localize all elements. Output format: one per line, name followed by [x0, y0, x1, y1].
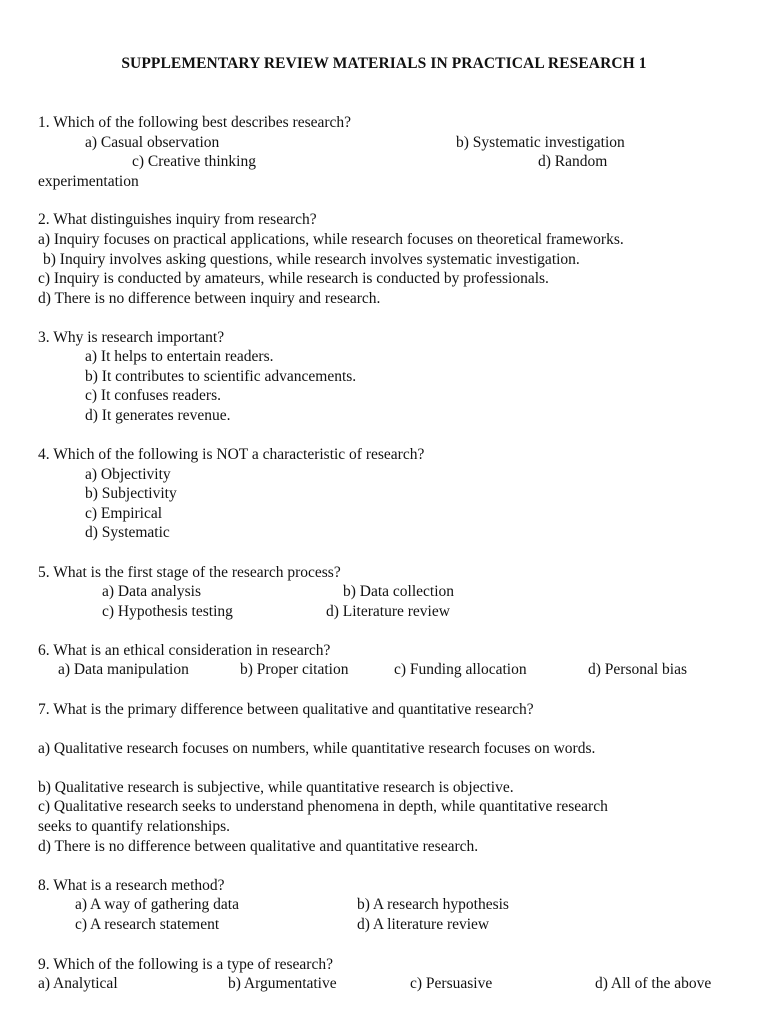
question-1-option-d-continued: experimentation — [38, 173, 139, 190]
question-1-prompt: 1. Which of the following best describes research? — [38, 114, 352, 131]
question-3-option-d: d) It generates revenue. — [85, 407, 231, 424]
question-5-option-c: c) Hypothesis testing — [102, 603, 233, 620]
question-8-option-c: c) A research statement — [75, 916, 220, 933]
question-1-option-b: b) Systematic investigation — [456, 134, 625, 151]
question-6-option-a: a) Data manipulation — [58, 661, 189, 678]
question-7-prompt: 7. What is the primary difference between qualitative and quantitative research? — [38, 701, 534, 718]
question-3-prompt: 3. Why is research important? — [38, 329, 225, 346]
page-title: SUPPLEMENTARY REVIEW MATERIALS IN PRACTICAL RESEARCH 1 — [121, 55, 647, 72]
question-5-option-a: a) Data analysis — [102, 583, 201, 600]
question-4-option-b: b) Subjectivity — [85, 485, 177, 502]
question-3-option-b: b) It contributes to scientific advancements. — [85, 368, 357, 385]
question-7-option-c: c) Qualitative research seeks to understand phenomena in depth, while quantitative research — [38, 798, 608, 815]
question-7-option-d: d) There is no difference between qualitative and quantitative research. — [38, 838, 479, 855]
question-6-prompt: 6. What is an ethical consideration in research? — [38, 642, 331, 659]
question-6-option-d: d) Personal bias — [588, 661, 688, 678]
question-8-prompt: 8. What is a research method? — [38, 877, 225, 894]
question-9-option-d: d) All of the above — [595, 975, 712, 992]
question-5-prompt: 5. What is the first stage of the research process? — [38, 564, 341, 581]
question-9-option-b: b) Argumentative — [228, 975, 337, 992]
question-5-option-b: b) Data collection — [343, 583, 455, 600]
question-4-option-d: d) Systematic — [85, 524, 170, 541]
question-6-option-c: c) Funding allocation — [394, 661, 527, 678]
question-2-prompt: 2. What distinguishes inquiry from research? — [38, 211, 317, 228]
question-1-option-d: d) Random — [538, 153, 608, 170]
question-9-option-a: a) Analytical — [38, 975, 118, 992]
question-2-option-d: d) There is no difference between inquiry and research. — [38, 290, 381, 307]
question-4-prompt: 4. Which of the following is NOT a characteristic of research? — [38, 446, 425, 463]
question-9-prompt: 9. Which of the following is a type of research? — [38, 956, 333, 973]
question-9-option-c: c) Persuasive — [410, 975, 493, 992]
question-1-option-c: c) Creative thinking — [132, 153, 256, 170]
question-8-option-a: a) A way of gathering data — [75, 896, 239, 913]
question-5-option-d: d) Literature review — [326, 603, 450, 620]
question-4-option-c: c) Empirical — [85, 505, 163, 522]
question-7-option-a: a) Qualitative research focuses on numbers, while quantitative research focuses on words. — [38, 740, 596, 757]
question-7-option-c-continued: seeks to quantify relationships. — [38, 818, 230, 835]
question-4-option-a: a) Objectivity — [85, 466, 171, 483]
question-2-option-b: b) Inquiry involves asking questions, while research involves systematic investigation. — [43, 251, 580, 268]
question-3-option-a: a) It helps to entertain readers. — [85, 348, 274, 365]
question-3-option-c: c) It confuses readers. — [85, 387, 221, 404]
question-8-option-b: b) A research hypothesis — [357, 896, 509, 913]
question-8-option-d: d) A literature review — [357, 916, 490, 933]
question-2-option-a: a) Inquiry focuses on practical applications, while research focuses on theoretical frameworks. — [38, 231, 624, 248]
question-6-option-b: b) Proper citation — [240, 661, 349, 678]
question-2-option-c: c) Inquiry is conducted by amateurs, while research is conducted by professionals. — [38, 270, 549, 287]
question-7-option-b: b) Qualitative research is subjective, while quantitative research is objective. — [38, 779, 514, 796]
question-1-option-a: a) Casual observation — [85, 134, 220, 151]
